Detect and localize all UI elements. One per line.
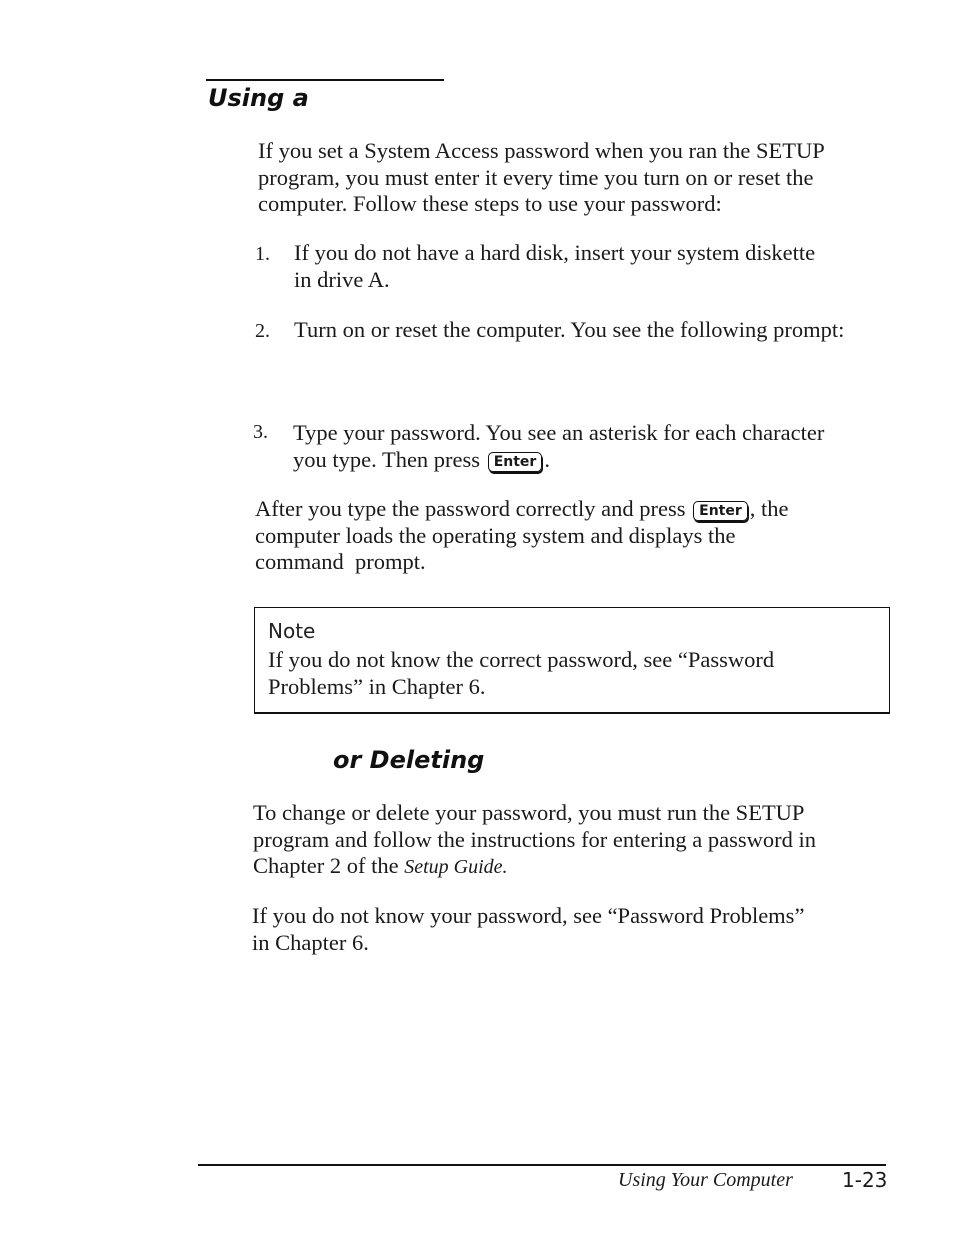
step-number: 3. [253,421,268,443]
step-text [294,240,815,293]
change-line: To change or delete your password, you must run the SETUP [253,800,805,825]
change-line [253,853,816,881]
enter-key-icon: Enter [488,452,543,472]
subheading: or Deleting [333,746,485,774]
step-text [293,420,824,473]
after-line-end: , the [749,496,789,521]
change-line: program and follow the instructions for entering a password in [253,826,816,852]
section-heading: Using a [208,84,309,112]
change-paragraph [253,800,816,881]
step-line: If you do not have a hard disk, insert your system diskette [294,240,816,265]
top-rule [206,79,444,81]
step-line [293,447,824,474]
intro-line: computer. Follow these steps to use your password: [258,191,722,216]
after-line [255,496,789,523]
step-number: 2. [255,320,270,342]
after-line: computer loads the operating system and displays the [255,522,736,548]
intro-paragraph [258,138,825,218]
step-line: Turn on or reset the computer. You see the following prompt: [294,317,845,342]
unknown-line: If you do not know your password, see “Password Problems” [252,903,805,928]
footer-rule [198,1164,886,1166]
note-text [268,647,774,700]
step-line: in drive A. [294,266,390,292]
unknown-paragraph [252,903,804,956]
note-line: Problems” in Chapter 6. [268,673,486,699]
step-text [294,317,844,344]
step-line-text: you type. Then press [293,446,481,472]
after-paragraph [255,496,789,576]
page-number: 1-23 [842,1168,888,1192]
after-line: command prompt. [255,549,426,574]
step-line: Type your password. You see an asterisk for each character [293,420,825,445]
after-line-text: After you type the password correctly and press [255,496,686,521]
change-line-text: Chapter 2 of the [253,853,399,878]
step-line-end: . [544,446,550,472]
enter-key-icon: Enter [693,501,748,521]
footer-title: Using Your Computer [618,1169,793,1191]
note-line: If you do not know the correct password, see “Password [268,647,775,672]
step-number: 1. [255,243,270,265]
unknown-line: in Chapter 6. [252,929,369,955]
intro-line: program, you must enter it every time you turn on or reset the [258,164,814,190]
intro-line: If you set a System Access password when you ran the SETUP [258,138,825,163]
note-label: Note [268,619,316,643]
book-title: Setup Guide. [404,856,508,878]
